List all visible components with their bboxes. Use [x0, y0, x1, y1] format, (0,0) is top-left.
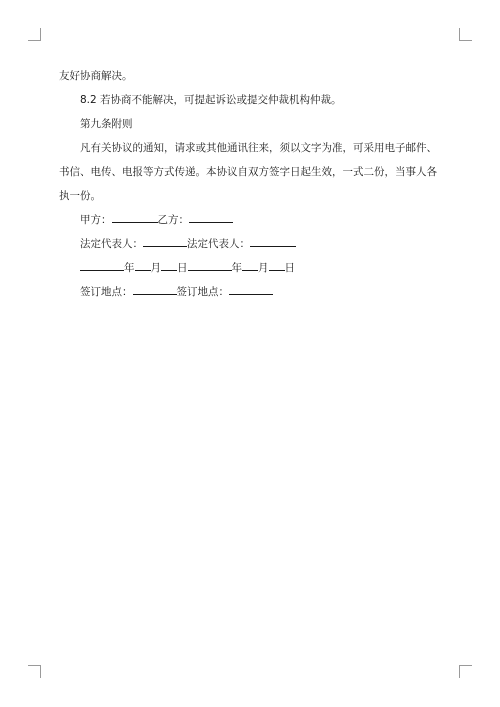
article-9-heading: 第九条附则	[80, 118, 133, 130]
date-b-month-label: 月	[258, 262, 269, 274]
crop-mark-bottom-right	[459, 665, 472, 678]
date-b-day-blank[interactable]	[269, 258, 285, 271]
rep-a-label: 法定代表人：	[80, 238, 143, 250]
clause-8-2: 8.2 若协商不能解决，可提起诉讼或提交仲裁机构仲裁。	[80, 94, 342, 106]
date-a-day-blank[interactable]	[161, 258, 177, 271]
crop-mark-bottom-left	[28, 665, 41, 678]
party-a-blank[interactable]	[112, 210, 158, 223]
date-b-day-label: 日	[284, 262, 295, 274]
crop-mark-top-right	[459, 28, 472, 41]
crop-mark-top-left	[28, 28, 41, 41]
place-b-blank[interactable]	[229, 282, 273, 295]
date-line	[59, 256, 444, 280]
date-b-month-blank[interactable]	[242, 258, 258, 271]
rep-b-blank[interactable]	[250, 234, 296, 247]
text-line-resolution: 友好协商解决。	[59, 70, 133, 82]
date-a-month-label: 月	[150, 262, 161, 274]
document-body	[59, 64, 444, 304]
party-a-label: 甲方：	[80, 214, 112, 226]
party-signature-line	[59, 208, 444, 232]
rep-b-label: 法定代表人：	[187, 238, 250, 250]
signing-place-line	[59, 280, 444, 304]
date-b-year-blank[interactable]	[188, 258, 232, 271]
date-a-year-blank[interactable]	[80, 258, 124, 271]
party-b-blank[interactable]	[189, 210, 233, 223]
date-b-year-label: 年	[231, 262, 242, 274]
place-a-label: 签订地点：	[80, 286, 133, 298]
date-a-year-label: 年	[124, 262, 135, 274]
party-b-label: 乙方：	[157, 214, 189, 226]
article-9-paragraph: 凡有关协议的通知，请求或其他通讯往来，须以文字为准，可采用电子邮件、书信、电传、电报等方式传递。本协议自双方签字日起生效，一式二份，当事人各执一份。	[59, 142, 437, 202]
place-a-blank[interactable]	[133, 282, 177, 295]
date-a-month-blank[interactable]	[135, 258, 151, 271]
date-a-day-label: 日	[177, 262, 188, 274]
rep-a-blank[interactable]	[143, 234, 187, 247]
representative-line	[59, 232, 444, 256]
place-b-label: 签订地点：	[176, 286, 229, 298]
